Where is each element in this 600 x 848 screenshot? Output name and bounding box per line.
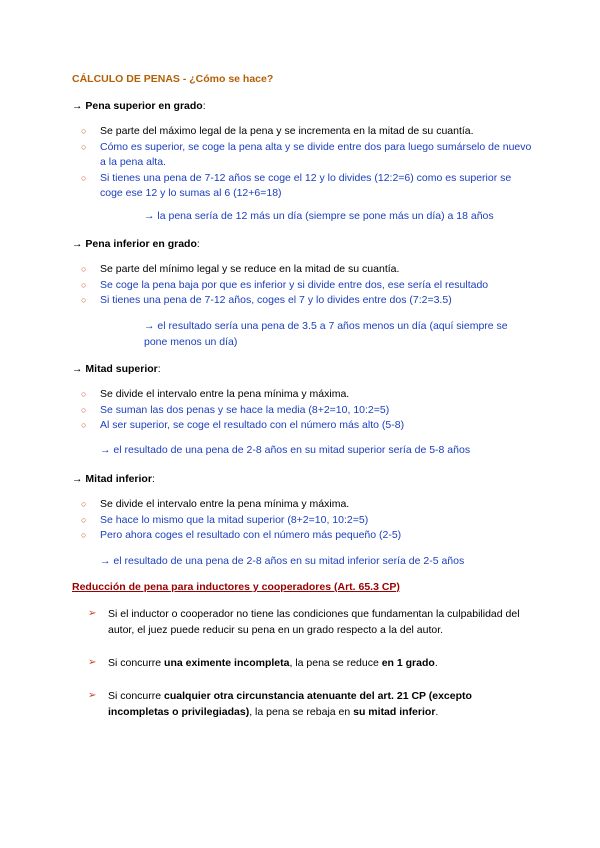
list-item: ➢ Si el inductor o cooperador no tiene las condiciones que fundamentan la culpabilidad del autor, el juez puede reducir su pena en un grado respecto a la del autor. [88, 608, 520, 636]
list-item: ➢ Si concurre una eximente incompleta, la pena se reduce en 1 grado. [88, 657, 438, 669]
list-pena-inferior [72, 262, 532, 309]
list-item: ○ Se divide el intervalo entre la pena mínima y máxima. [72, 387, 532, 403]
list-item: ○ Si tienes una pena de 7-12 años se coge el 12 y lo divides (12:2=6) como es superior se coge ese 12 y lo sumas al 6 (12+6=18) [81, 171, 512, 199]
circle-bullet-icon: ○ [81, 141, 87, 152]
section-heading-mitad-inferior: → Mitad inferior: [72, 473, 155, 485]
circle-bullet-icon: ○ [81, 514, 87, 525]
arrowhead-bullet-icon: ➢ [88, 690, 97, 701]
list-item: ○ Pero ahora coges el resultado con el número más pequeño (2-5) [72, 528, 532, 544]
arrow-icon: → [72, 100, 83, 112]
arrowhead-bullet-icon: ➢ [88, 608, 97, 619]
reduction-list [88, 606, 533, 737]
list-item: ○ Cómo es superior, se coge la pena alta y se divide entre dos para luego sumárselo de nuevo a la pena alta. [81, 140, 532, 168]
list-item: ○ Se coge la pena baja por que es inferior y si divide entre dos, ese sería el resultado [72, 278, 532, 294]
list-item: ○ Se divide el intervalo entre la pena mínima y máxima. [72, 497, 532, 513]
circle-bullet-icon: ○ [81, 172, 87, 183]
list-pena-superior [72, 124, 532, 202]
list-item: ○ Al ser superior, se coge el resultado con el número más alto (5-8) [72, 418, 532, 434]
circle-bullet-icon: ○ [81, 499, 87, 509]
reduction-heading: Reducción de pena para inductores y cooperadores (Art. 65.3 CP) [72, 581, 400, 593]
section-heading-mitad-superior: → Mitad superior: [72, 363, 161, 375]
circle-bullet-icon: ○ [81, 530, 87, 540]
result-pena-superior: → la pena sería de 12 más un día (siempre se pone más un día) a 18 años [144, 210, 494, 222]
result-pena-inferior: → el resultado sería una pena de 3.5 a 7 años menos un día (aquí siempre se pone menos un día) [144, 320, 508, 348]
result-mitad-inferior: → el resultado de una pena de 2-8 años en su mitad inferior sería de 2-5 años [100, 555, 465, 567]
section-heading-pena-superior: → Pena superior en grado: [72, 100, 206, 112]
list-item: ➢ Si concurre cualquier otra circunstancia atenuante del art. 21 CP (excepto incompletas o privilegiadas), la pena se rebaja en su mitad inferior. [88, 690, 472, 718]
list-item: ○ Se parte del mínimo legal y se reduce en la mitad de su cuantía. [72, 262, 532, 278]
list-mitad-inferior [72, 497, 532, 544]
section-heading-pena-inferior: → Pena inferior en grado: [72, 238, 200, 250]
circle-bullet-icon: ○ [81, 279, 87, 290]
arrow-icon: → [72, 238, 83, 250]
list-mitad-superior [72, 387, 532, 434]
circle-bullet-icon: ○ [81, 389, 87, 399]
arrowhead-bullet-icon: ➢ [88, 657, 97, 668]
circle-bullet-icon: ○ [81, 295, 87, 305]
circle-bullet-icon: ○ [81, 404, 87, 415]
circle-bullet-icon: ○ [81, 420, 87, 430]
list-item: ○ Se suman las dos penas y se hace la media (8+2=10, 10:2=5) [72, 403, 532, 419]
result-mitad-superior: → el resultado de una pena de 2-8 años en su mitad superior sería de 5-8 años [100, 444, 471, 456]
page-title: CÁLCULO DE PENAS - ¿Cómo se hace? [72, 73, 274, 85]
arrow-icon: → [72, 363, 83, 375]
circle-bullet-icon: ○ [81, 126, 87, 136]
list-item: ○ Si tienes una pena de 7-12 años, coges el 7 y lo divides entre dos (7:2=3.5) [72, 293, 532, 309]
list-item: ○ Se parte del máximo legal de la pena y se incrementa en la mitad de su cuantía. [72, 124, 532, 140]
arrow-icon: → [72, 473, 83, 485]
circle-bullet-icon: ○ [81, 264, 87, 274]
list-item: ○ Se hace lo mismo que la mitad superior (8+2=10, 10:2=5) [72, 513, 532, 529]
